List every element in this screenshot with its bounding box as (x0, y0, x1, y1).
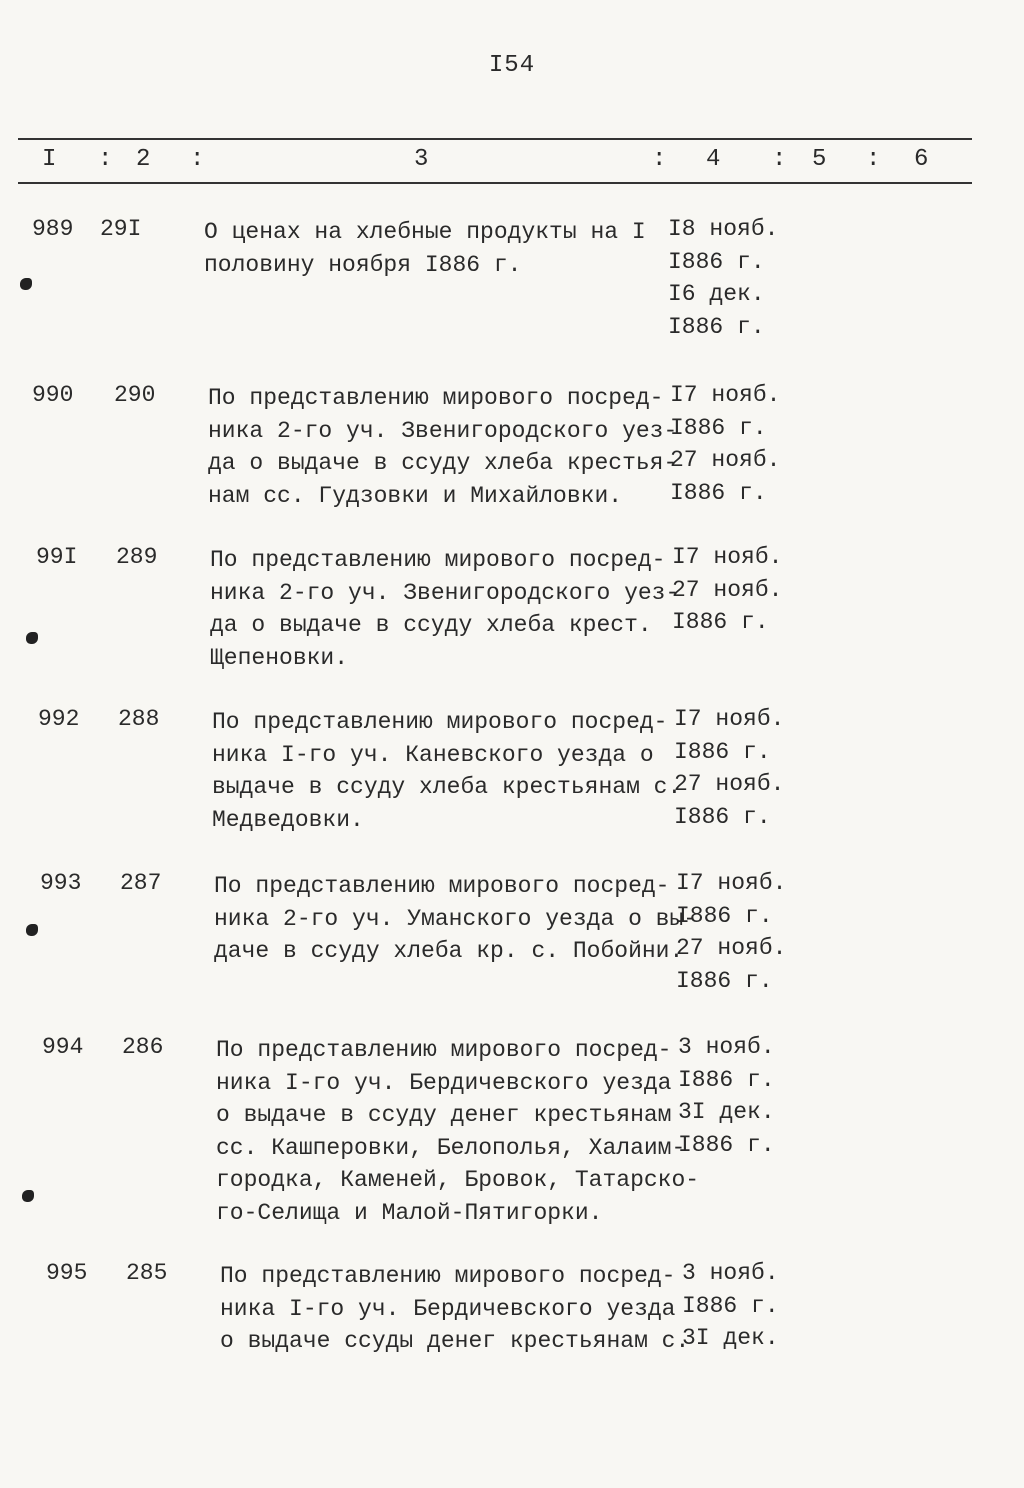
original-number: 288 (118, 706, 160, 732)
date-line: I7 нояб. (670, 382, 781, 408)
date-line: I886 г. (674, 738, 771, 765)
header-bottom-rule (18, 182, 972, 184)
date-line: I8 нояб. (668, 216, 779, 242)
header-sep: : (866, 146, 881, 173)
date-line: I886 г. (670, 414, 767, 441)
description-line: о выдаче ссуды денег крестьянам с. (220, 1328, 690, 1354)
description-line: выдаче в ссуду хлеба крестьянам с. (212, 774, 682, 800)
date-line: I886 г. (670, 479, 767, 506)
description-line: ника 2-го уч. Уманского уезда о вы- (214, 905, 698, 932)
date-line: 3I дек. (682, 1325, 779, 1351)
margin-ink-mark (26, 924, 38, 936)
description-line: да о выдаче в ссуду хлеба крестья- (208, 450, 678, 476)
description-line: По представлению мирового посред- (220, 1263, 676, 1289)
date-line: I7 нояб. (676, 870, 787, 896)
description-line: да о выдаче в ссуду хлеба крест. (210, 612, 652, 638)
description-line: По представлению мирового посред- (216, 1037, 672, 1063)
record-number: 995 (46, 1260, 88, 1286)
header-col-2: 2 (136, 146, 151, 173)
description-line: По представлению мирового посред- (212, 709, 668, 735)
record-number: 992 (38, 706, 80, 732)
date-line: I7 нояб. (674, 706, 785, 732)
original-number: 287 (120, 870, 162, 896)
margin-ink-mark (26, 632, 38, 644)
header-sep: : (98, 146, 113, 173)
description-line: даче в ссуду хлеба кр. с. Побойни. (214, 938, 684, 964)
date-line: 3I дек. (678, 1099, 775, 1125)
description-line: сс. Кашперовки, Белополья, Халаим- (216, 1134, 686, 1161)
original-number: 290 (114, 382, 156, 408)
header-col-6: 6 (914, 146, 929, 173)
record-dates (682, 1257, 812, 1355)
description-line: половину ноября I886 г. (204, 251, 522, 278)
record-dates (676, 867, 806, 997)
record-number: 994 (42, 1034, 84, 1060)
record-number: 990 (32, 382, 74, 408)
original-number: 286 (122, 1034, 164, 1060)
date-line: 27 нояб. (674, 771, 785, 797)
record-description (208, 382, 678, 512)
date-line: I886 г. (676, 902, 773, 929)
date-line: I886 г. (678, 1131, 775, 1158)
header-col-5: 5 (812, 146, 827, 173)
original-number: 289 (116, 544, 158, 570)
record-dates (674, 703, 804, 833)
record-number: 99I (36, 544, 78, 570)
record-dates (672, 541, 802, 639)
description-line: По представлению мирового посред- (214, 873, 670, 899)
description-line: ника I-го уч. Бердичевского уезда (220, 1295, 676, 1322)
date-line: 3 нояб. (682, 1260, 779, 1286)
record-description (204, 216, 674, 281)
description-line: По представлению мирового посред- (208, 385, 664, 411)
date-line: 27 нояб. (672, 576, 783, 603)
header-sep: : (190, 146, 205, 173)
record-description (212, 706, 682, 836)
description-line: ника I-го уч. Каневского уезда о (212, 741, 654, 768)
date-line: I6 дек. (668, 281, 765, 307)
description-line: Щепеновки. (210, 644, 349, 671)
date-line: 27 нояб. (676, 935, 787, 961)
header-col-3: 3 (414, 146, 429, 173)
page-number: I54 (488, 52, 536, 79)
date-line: I886 г. (682, 1292, 779, 1319)
record-number: 993 (40, 870, 82, 896)
record-dates (668, 213, 798, 343)
date-line: I886 г. (672, 609, 769, 635)
description-line: го-Селища и Малой-Пятигорки. (216, 1199, 603, 1226)
description-line: ника 2-го уч. Звенигородского уез- (210, 579, 680, 606)
date-line: I886 г. (674, 803, 771, 830)
date-line: I7 нояб. (672, 544, 783, 570)
header-top-rule (18, 138, 972, 140)
record-description (210, 544, 680, 674)
record-number: 989 (32, 216, 74, 242)
description-line: Медведовки. (212, 806, 364, 833)
header-col-1: I (42, 146, 57, 173)
original-number: 285 (126, 1260, 168, 1286)
description-line: городка, Каменей, Бровок, Татарско- (216, 1167, 700, 1193)
header-sep: : (652, 146, 667, 173)
date-line: 27 нояб. (670, 447, 781, 473)
record-dates (678, 1031, 808, 1161)
header-col-4: 4 (706, 146, 721, 173)
record-description (214, 870, 698, 968)
date-line: I886 г. (678, 1066, 775, 1093)
header-sep: : (772, 146, 787, 173)
margin-ink-mark (20, 278, 32, 290)
description-line: ника 2-го уч. Звенигородского уез- (208, 417, 678, 444)
record-description (220, 1260, 690, 1358)
description-line: нам сс. Гудзовки и Михайловки. (208, 482, 623, 509)
date-line: I886 г. (668, 248, 765, 275)
original-number: 29I (100, 216, 142, 242)
description-line: о выдаче в ссуду денег крестьянам (216, 1102, 672, 1128)
margin-ink-mark (22, 1190, 34, 1202)
record-description (216, 1034, 700, 1229)
date-line: 3 нояб. (678, 1034, 775, 1060)
description-line: ника I-го уч. Бердичевского уезда (216, 1069, 672, 1096)
date-line: I886 г. (676, 967, 773, 994)
record-dates (670, 379, 800, 509)
description-line: О ценах на хлебные продукты на I (204, 219, 646, 245)
date-line: I886 г. (668, 313, 765, 340)
description-line: По представлению мирового посред- (210, 547, 666, 573)
